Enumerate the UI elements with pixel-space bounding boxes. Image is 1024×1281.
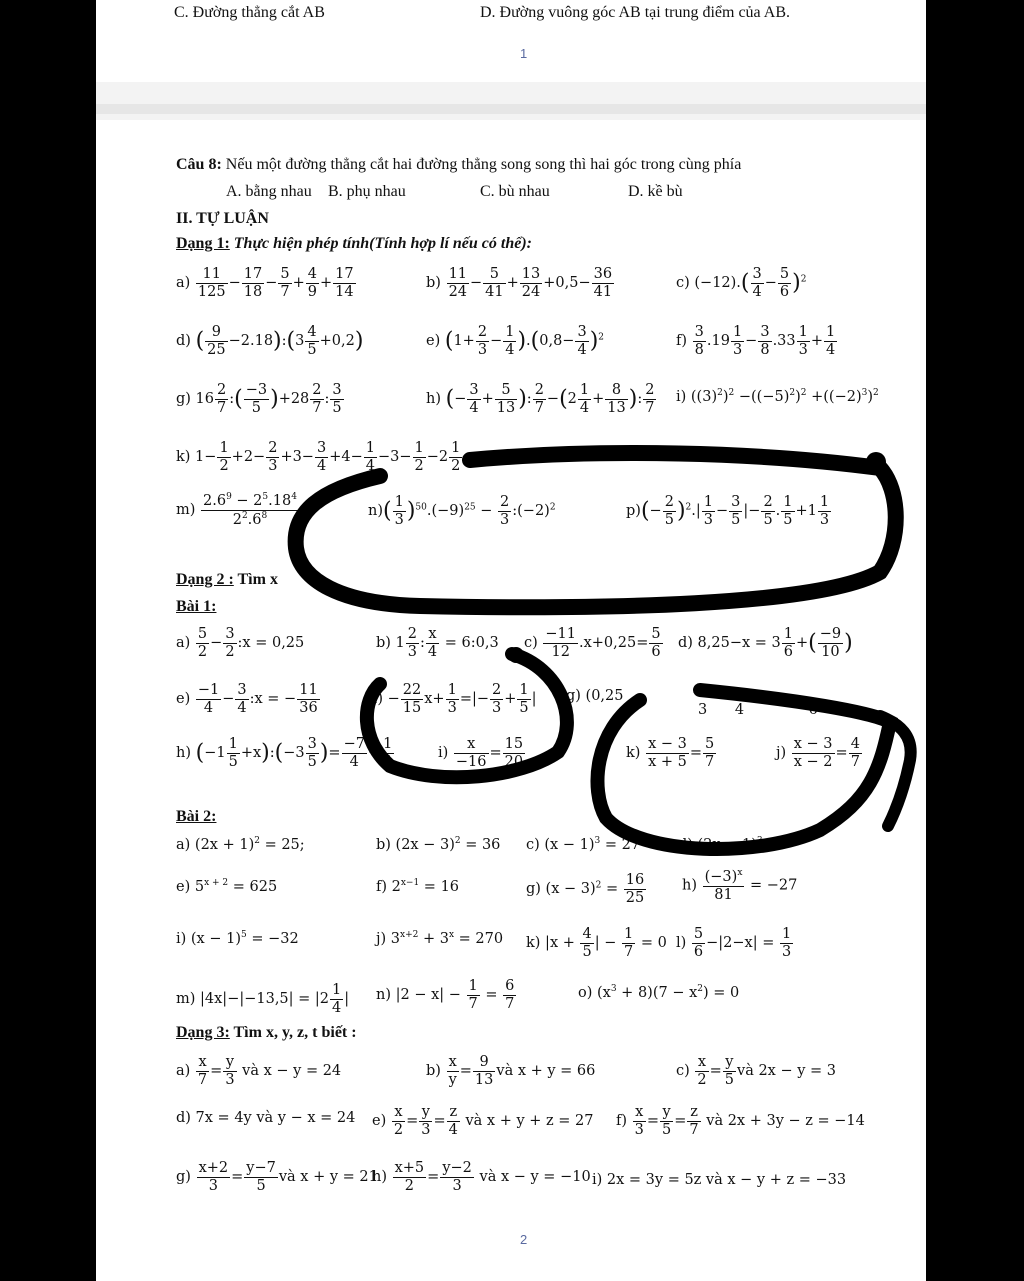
exercise-1m: m) $\frac{2.6^9 - 2^5.18^4}{2^2.6^8}$ [176, 492, 297, 528]
q8-option-a: A. bằng nhau [226, 183, 312, 200]
exercise-3a: a) $\frac{x}{7}$ = $\frac{y}{3}$ và x − y = 24 [176, 1054, 342, 1088]
exercise-3i: i) 2x = 3y = 5z và x − y + z = −33 [592, 1172, 847, 1188]
section-heading: II. TỰ LUẬN [176, 210, 269, 227]
exercise-3e: e) $\frac{x}{2}$ = $\frac{y}{3}$ = $\frac{z}{4}$ và x + y + z = 27 [372, 1104, 594, 1138]
exercise-2-1a: a) $\frac{5}{2}$ − $\frac{3}{2}$ :x = 0,25 [176, 626, 305, 660]
exercise-2-2m: m) |4x|−|−13,5| = |2 $\frac{1}{4}$ | [176, 982, 350, 1016]
exercise-3c: c) $\frac{x}{2}$ = $\frac{y}{5}$ và 2x − y = 3 [676, 1054, 837, 1088]
exercise-1e: e) (1+ $\frac{2}{3}$ − $\frac{1}{4}$ ).(0,8− $\frac{3}{4}$ )$^2$ [426, 324, 605, 358]
exercise-3f: f) $\frac{x}{3}$ = $\frac{y}{5}$ = $\frac{z}{7}$ và 2x + 3y − z = −14 [616, 1104, 865, 1138]
exercise-2-1d: d) 8,25−x = 3 $\frac{1}{6}$ +( $\frac{-9}{10}$ ) [678, 626, 853, 660]
exercise-1h: h) (− $\frac{3}{4}$ + $\frac{5}{13}$ ): $\frac{2}{7}$ −(2 $\frac{1}{4}$ + $\frac{8}{13}$ ): $\frac{2}{7}$ [426, 382, 655, 416]
question-8-text: Nếu một đường thẳng cắt hai đường thẳng song song thì hai góc trong cùng phía [221, 156, 742, 173]
exercise-2-2b: b) $(2x - 3)^2 = 36$ [376, 836, 501, 853]
exercise-2-2i: i) $(x - 1)^5 = -32$ [176, 930, 299, 947]
option-c: C. Đường thẳng cắt AB [174, 4, 325, 21]
exercise-2-1c: c) $\frac{-11}{12}$ .x+0,25= $\frac{5}{6}$ [524, 626, 661, 660]
exercise-2-1e: e) $\frac{-1}{4}$ − $\frac{3}{4}$ :x = − $\frac{11}{36}$ [176, 682, 318, 716]
exercise-2-1i: i) $\frac{x}{-16}$ = $\frac{15}{20}$ [438, 736, 524, 770]
bai1-heading: Bài 1: [176, 598, 217, 615]
exercise-1k: k) 1− $\frac{1}{2}$ +2− $\frac{2}{3}$ +3− $\frac{3}{4}$ +4− $\frac{1}{4}$ −3− $\frac{1}{2}$ −2 $\frac{1}{2}$ [176, 440, 461, 474]
exercise-2-1b: b) 1 $\frac{2}{3}$ : $\frac{x}{4}$ = 6:0,3 [376, 626, 499, 660]
dang1-heading: Dạng 1: Thực hiện phép tính(Tính hợp lí nếu có thể): [176, 235, 532, 252]
exercise-2-2h: h) $\frac{(-3)^x}{81}$ = −27 [682, 868, 798, 903]
exercise-2-2g: g) $(x - 3)^2$ = $\frac{16}{25}$ [526, 872, 645, 906]
dang2-heading: Dạng 2 : Tìm x [176, 571, 278, 588]
exercise-2-1k: k) $\frac{x - 3}{x + 5}$ = $\frac{5}{7}$ [626, 736, 715, 770]
exercise-3b: b) $\frac{x}{y}$ = $\frac{9}{13}$ và x + y = 66 [426, 1054, 596, 1088]
option-d: D. Đường vuông góc AB tại trung điểm của AB. [480, 4, 790, 21]
exercise-1c: c) (−12).( $\frac{3}{4}$ − $\frac{5}{6}$ )$^2$ [676, 266, 807, 300]
exercise-2-2e: e) $5^{x + 2} = 625$ [176, 878, 278, 895]
exercise-2-1h: h) (−1 $\frac{1}{5}$ +x):(−3 $\frac{3}{5}$ )= $\frac{-7}{4}$ + $\frac{1}{4}$ [176, 736, 393, 770]
exercise-2-1f: f) − $\frac{22}{15}$ x+ $\frac{1}{3}$ =|− $\frac{2}{3}$ + $\frac{1}{5}$ | [372, 682, 537, 716]
q8-option-c: C. bù nhau [480, 183, 550, 200]
exercise-1p: p)(− $\frac{2}{5}$ )$^2$.| $\frac{1}{3}$ − $\frac{3}{5}$ |− $\frac{2}{5}$ . $\frac{1}{5}$ +1 $\frac{1}{3}$ [626, 494, 830, 528]
exercise-1n: n)( $\frac{1}{3}$ )$^{50}.(-9)^{25}$ − $\frac{2}{3}$ $:(-2)^2$ [368, 494, 556, 528]
exercise-3g: g) $\frac{x+2}{3}$ = $\frac{y-7}{5}$ và x + y = 21 [176, 1160, 378, 1194]
exercise-2-1g-denominators: 3 4 6 [698, 702, 818, 718]
page-2 [96, 120, 926, 1281]
exercise-1a: a) $\frac{11}{125}$ − $\frac{17}{18}$ − $\frac{5}{7}$ + $\frac{4}{9}$ + $\frac{17}{14}$ [176, 266, 354, 300]
exercise-1i: i) $((3)^2)^2 -((-5)^2)^2 +((-2)^3)^2$ [676, 388, 879, 405]
exercise-2-2j: j) $3^{x+2} + 3^x = 270$ [376, 930, 504, 947]
question-8-label: Câu 8: [176, 156, 222, 173]
exercise-1d: d) ( $\frac{9}{25}$ −2.18):(3 $\frac{4}{5}$ +0,2) [176, 324, 364, 358]
exercise-3h: h) $\frac{x+5}{2}$ = $\frac{y-2}{3}$ và x − y = −10 [372, 1160, 591, 1194]
exercise-2-2o: o) $(x^3 + 8)(7 - x^2) = 0$ [578, 984, 740, 1001]
page-separator [96, 82, 926, 120]
exercise-2-2d: d) $(2x - 1)^3$ [678, 836, 763, 853]
exercise-1b: b) $\frac{11}{24}$ − $\frac{5}{41}$ + $\frac{13}{24}$ +0,5− $\frac{36}{41}$ [426, 266, 613, 300]
exercise-2-2f: f) $2^{x-1} = 16$ [376, 878, 460, 895]
q8-option-b: B. phụ nhau [328, 183, 406, 200]
page-1-fragment [96, 0, 926, 82]
exercise-2-1j: j) $\frac{x - 3}{x - 2}$ = $\frac{4}{7}$ [776, 736, 860, 770]
exercise-2-2a: a) $(2x + 1)^2 = 25$; [176, 836, 305, 853]
question-8 [176, 156, 741, 174]
exercise-2-2n: n) |2 − x| − $\frac{1}{7}$ = $\frac{6}{7}$ [376, 978, 515, 1012]
exercise-2-2k: k) |x + $\frac{4}{5}$ | − $\frac{1}{7}$ = 0 [526, 926, 667, 960]
page-number-2: 2 [520, 1232, 528, 1247]
exercise-1g: g) 16 $\frac{2}{7}$ :( $\frac{-3}{5}$ )+28 $\frac{2}{7}$ : $\frac{3}{5}$ [176, 382, 342, 416]
exercise-3d: d) 7x = 4y và y − x = 24 [176, 1110, 356, 1126]
exercise-2-2c: c) $(x - 1)^3 = 27$ [526, 836, 641, 853]
page-number-1: 1 [520, 46, 528, 61]
exercise-1f: f) $\frac{3}{8}$ .19 $\frac{1}{3}$ − $\frac{3}{8}$ .33 $\frac{1}{3}$ + $\frac{1}{4}$ [676, 324, 836, 358]
exercise-2-2l: l) $\frac{5}{6}$ −|2−x| = $\frac{1}{3}$ [676, 926, 792, 960]
bai2-heading: Bài 2: [176, 808, 217, 825]
q8-option-d: D. kề bù [628, 183, 683, 200]
exercise-2-1g: g) (0,25 [566, 688, 624, 704]
dang3-heading: Dạng 3: Tìm x, y, z, t biết : [176, 1024, 357, 1041]
